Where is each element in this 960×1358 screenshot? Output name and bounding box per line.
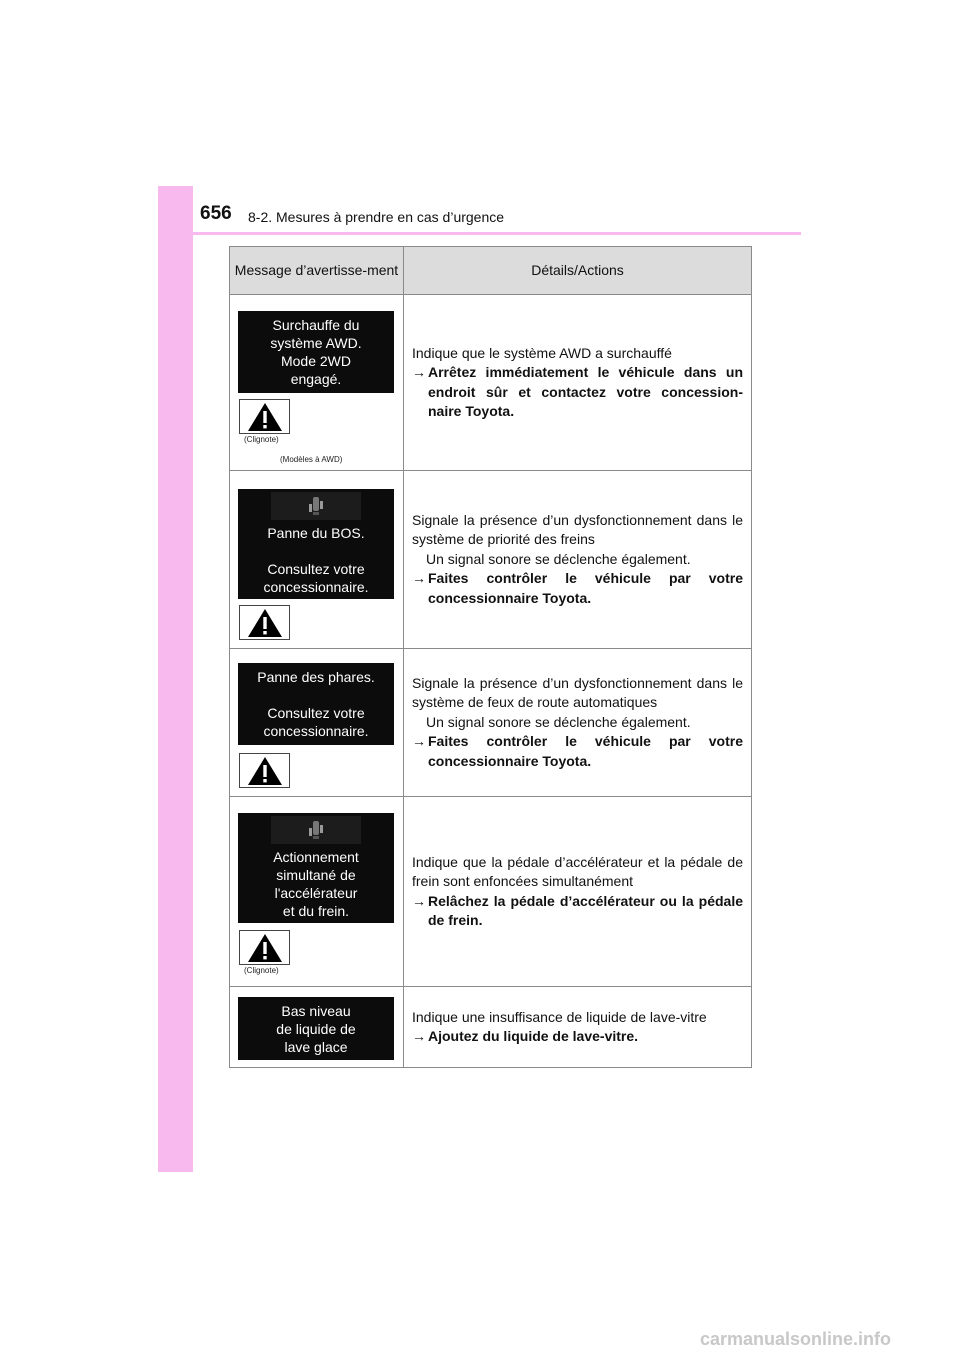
display-line: l'accélérateur	[274, 885, 358, 901]
table-row	[230, 987, 752, 1068]
action-item	[412, 363, 743, 422]
action-text: Relâchez la pédale d’accélérateur ou la pédale de frein.	[428, 892, 743, 928]
details-cell	[404, 797, 752, 987]
description: Indique que la pédale d’accélérateur et la pédale de frein sont enfoncées simultanément	[412, 853, 743, 889]
message-cell	[230, 987, 404, 1068]
foot-pedal-icon	[271, 492, 361, 520]
table-row	[230, 649, 752, 797]
display-line: Bas niveau	[281, 1002, 351, 1019]
display-line: Consultez votre	[267, 561, 365, 577]
description: Signale la présence d’un dysfonctionnement dans le système de feux de route automatiques	[412, 674, 743, 711]
display-message	[238, 813, 394, 923]
action-text: Arrêtez immédiatement le véhicule dans un endroit sûr et contactez votre concession-naire Toyota.	[428, 364, 743, 419]
warning-triangle-icon	[239, 605, 290, 640]
display-line: Panne du BOS.	[267, 525, 365, 541]
display-line: Actionnement	[273, 849, 359, 865]
side-tab	[158, 186, 193, 1172]
display-line: et du frein.	[282, 903, 350, 919]
action-text: Ajoutez du liquide de lave-vitre.	[428, 1028, 639, 1044]
arrow-icon: →	[412, 733, 426, 750]
blink-label: (Clignote)	[244, 966, 279, 975]
display-line: Surchauffe du	[272, 317, 360, 333]
col-details-header: Détails/Actions	[404, 247, 752, 295]
display-line: engagé.	[290, 371, 342, 387]
action-item	[412, 1027, 743, 1047]
description: Signale la présence d’un dysfonctionnement dans le système de priorité des freins	[412, 511, 743, 548]
details-cell	[404, 649, 752, 797]
note: Un signal sonore se déclenche également.	[426, 713, 691, 730]
display-message	[238, 311, 394, 393]
table-row	[230, 295, 752, 471]
watermark: carmanualsonline.info	[700, 1329, 892, 1349]
details-cell	[404, 471, 752, 649]
warning-triangle-icon	[239, 399, 290, 434]
description: Indique que le système AWD a surchauffé	[412, 344, 672, 361]
col-message-header: Message d’avertisse-ment	[230, 247, 404, 295]
note: Un signal sonore se déclenche également.	[426, 550, 691, 567]
details-cell	[404, 295, 752, 471]
table-header-row	[230, 247, 752, 295]
display-line: de liquide de	[276, 1020, 356, 1037]
action-item	[412, 892, 743, 931]
action-text: Faites contrôler le véhicule par votre concessionnaire Toyota.	[428, 733, 743, 769]
display-line: concessionnaire.	[263, 579, 369, 595]
display-line: Consultez votre	[267, 705, 365, 721]
blink-label: (Clignote)	[244, 435, 279, 444]
display-line: Panne des phares.	[257, 669, 375, 685]
table-row	[230, 797, 752, 987]
arrow-icon: →	[412, 1028, 426, 1044]
arrow-icon: →	[412, 892, 426, 909]
warning-triangle-icon	[239, 753, 290, 788]
action-item	[412, 569, 743, 608]
message-cell	[230, 797, 404, 987]
details-cell	[404, 987, 752, 1068]
model-note: (Modèles à AWD)	[280, 455, 343, 464]
description: Indique une insuffisance de liquide de lave-vitre	[412, 1008, 707, 1025]
page-number: 656	[200, 203, 232, 224]
arrow-icon: →	[412, 364, 426, 380]
display-message	[238, 489, 394, 599]
display-message	[238, 663, 394, 745]
header-rule	[193, 232, 801, 235]
display-line: système AWD.	[270, 335, 362, 351]
display-line: lave glace	[284, 1038, 348, 1055]
display-line: concessionnaire.	[263, 723, 369, 739]
display-message	[238, 997, 394, 1060]
action-item	[412, 732, 743, 771]
warning-triangle-icon	[239, 930, 290, 965]
display-line: simultané de	[276, 867, 356, 883]
table-row	[230, 471, 752, 649]
warning-table	[229, 246, 752, 1068]
action-text: Faites contrôler le véhicule par votre concessionnaire Toyota.	[428, 570, 743, 606]
message-cell	[230, 649, 404, 797]
message-cell	[230, 471, 404, 649]
arrow-icon: →	[412, 570, 426, 587]
message-cell	[230, 295, 404, 471]
display-line: Mode 2WD	[280, 353, 352, 369]
section-title: 8-2. Mesures à prendre en cas d’urgence	[248, 209, 505, 225]
foot-pedal-icon	[271, 816, 361, 844]
